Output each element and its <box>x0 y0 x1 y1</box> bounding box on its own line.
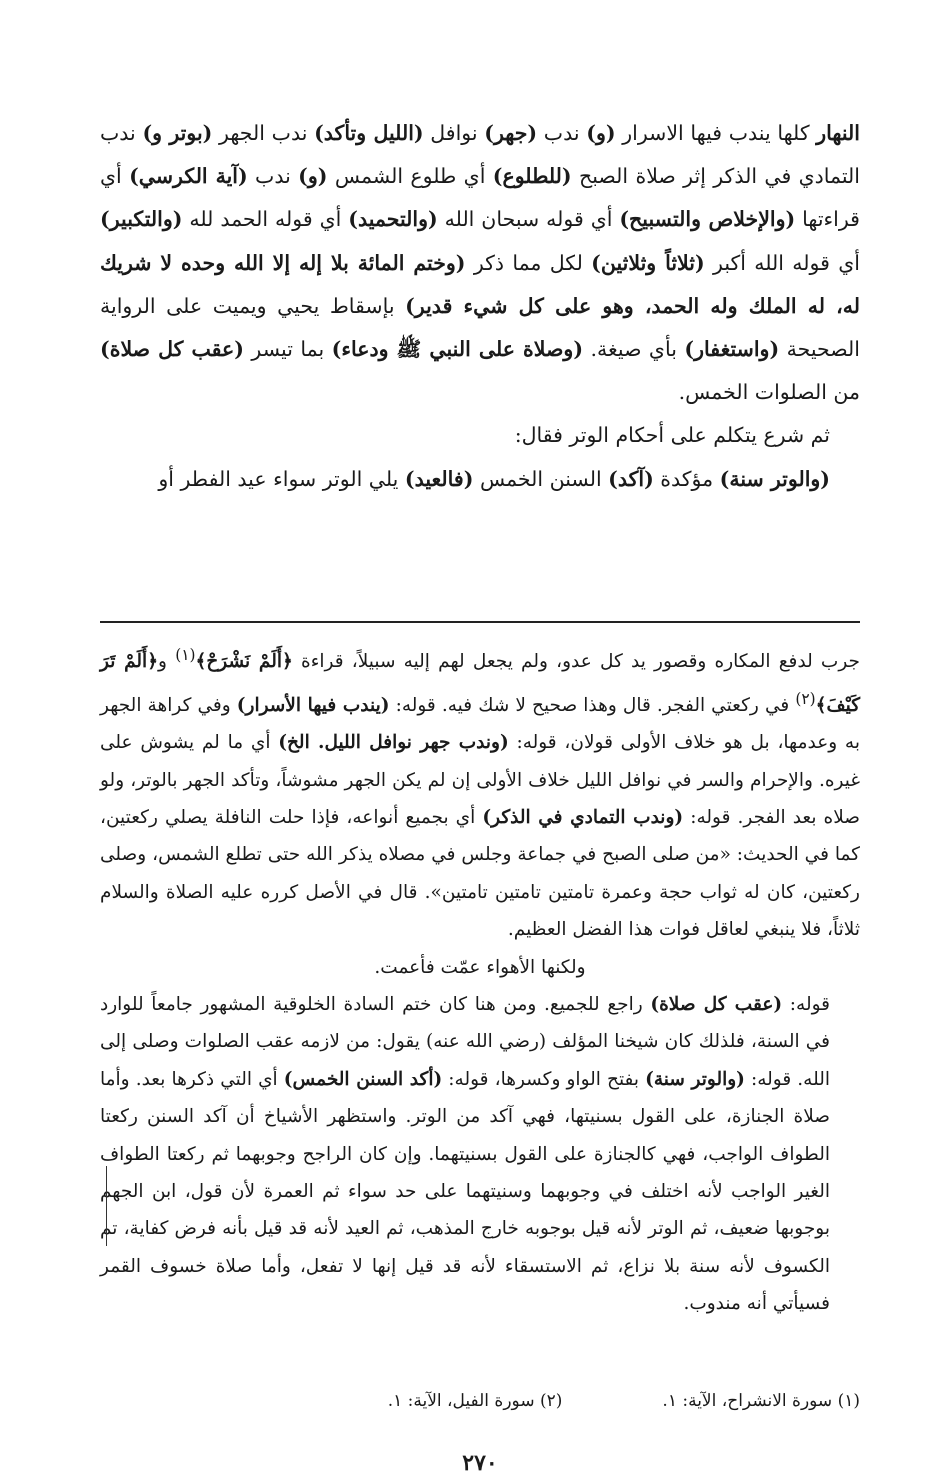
margin-mark <box>106 1166 107 1246</box>
text-run: السنن الخمس <box>473 466 609 491</box>
bold-term: (عقب كل صلاة) <box>650 993 783 1015</box>
bold-term: (أكد السنن الخمس) <box>283 1068 443 1090</box>
text-run: بإسقاط يحيي ويميت على الرواية الصحيحة <box>100 293 860 362</box>
page-number: ٢٧٠ <box>462 1450 498 1476</box>
text-run: أي التي ذكرها بعد. وأما صلاة الجنازة، على القول بسنيتها، فهي آكد من الوتر. واستظهر الأشياخ أن آكد السنن ركعتا الطواف الواجب، فهي كالجنازة على القول بسنيتهما. وإن كان الراجح وجوبهما ثم ركعتا الطواف الغير الواجب لأنه اختلف في وجوبهما وسنيتهما على حد سواء ثم العمرة لأن قول، ابن الجهم بوجوبها ضعيف، ثم الوتر لأنه قيل بوجوبه خارج المذهب، ثم العيد لأنه قد قيل بأنه فرض كفاية، تم الكسوف لأنه سنة بلا نزاع، ثم الاستسقاء لأنه قد قيل إنها لا تفعل، وأما صلاة خسوف القمر فسيأتي أنه مندوب. <box>100 1068 830 1315</box>
footnote-1: (١) سورة الانشراح، الآية: ١. <box>662 1391 860 1411</box>
text-run: ندب <box>537 121 587 145</box>
bold-term: (للطلوع) <box>492 164 572 189</box>
bold-term: (وندب التمادي في الذكر) <box>482 806 684 828</box>
bold-term: (جهر) <box>484 121 538 145</box>
separator-rule <box>100 621 860 623</box>
text-run: بأي صيغة. <box>583 337 685 362</box>
text-run: مؤكدة <box>653 466 720 491</box>
main-paragraph-1 <box>100 112 860 414</box>
text-run: ندب <box>247 164 299 189</box>
bold-term: (واستغفار) <box>684 337 780 362</box>
text-run: ندب الجهر <box>212 121 315 145</box>
bold-term: (بوتر و) <box>142 121 213 145</box>
text-run: أي قوله الحمد لله <box>182 207 349 232</box>
bold-term: (آية الكرسي) <box>129 164 248 189</box>
bold-term: (وصلاة على النبي ﷺ ودعاء) <box>331 337 584 362</box>
text-run: وفي كراهة الجهر به وعدمها، بل هو خلاف الأولى قولان، قوله: <box>100 694 860 754</box>
bold-term: (والإخلاص والتسبيح) <box>619 207 796 232</box>
text-run: كلها يندب فيها الاسرار <box>615 121 817 145</box>
text-run: في ركعتي الفجر. قال وهذا صحيح لا شك فيه. قوله: <box>389 694 796 716</box>
footnotes <box>100 1386 860 1416</box>
text-run: راجع للجميع. ومن هنا كان ختم السادة الخلوقية المشهور جامعاً للوارد في السنة، فلذلك كان شيخنا المؤلف (رضي الله عنه) يقول: من لازمه عقب الصلوات وصلى إلى الله. قوله: <box>100 993 830 1090</box>
text-run: أي قوله الله أكبر <box>704 250 860 275</box>
bold-term: (والتكبير) <box>100 207 183 232</box>
footnote-2: (٢) سورة الفيل، الآية: ١. <box>387 1391 563 1411</box>
text-run: بما تيسر <box>243 337 332 362</box>
commentary-paragraph-2 <box>100 986 860 1323</box>
bold-term: (والوتر سنة) <box>645 1068 745 1090</box>
quran-quote: ﴿أَلَمْ نَشْرَحْ﴾ <box>195 651 293 673</box>
text-run: أي قوله سبحان الله <box>437 207 620 232</box>
text-run: ندب التمادي في الذكر إثر صلاة الصبح <box>100 121 861 189</box>
text-run: يلي الوتر سواء عيد الفطر أو <box>158 466 405 491</box>
text-run: أي طلوع الشمس <box>327 164 493 189</box>
main-paragraph-3 <box>100 458 860 501</box>
bold-term: (و) <box>586 121 616 145</box>
text-run: أي ما لم يشوش على غيره. والإحرام والسر في نوافل الليل خلاف الأولى إن لم يكن الجهر مشوشاً، وتأكد الجهر بالوتر، ولو صلاه بعد الفجر. قوله: <box>100 732 860 828</box>
text-run: نوافل <box>423 121 485 145</box>
text-run: و <box>158 651 176 673</box>
main-paragraph-2: ثم شرع يتكلم على أحكام الوتر فقال: <box>514 423 830 448</box>
bold-term: (ثلاثاً وثلاثين) <box>591 250 705 275</box>
text-run: قوله: <box>782 993 830 1015</box>
commentary-section <box>100 637 860 1323</box>
bold-term: (عقب كل صلاة) <box>100 337 244 362</box>
text-run: بفتح الواو وكسرها، قوله: <box>442 1068 646 1090</box>
bold-term: (وندب جهر نوافل الليل. الخ) <box>278 732 509 754</box>
commentary-paragraph-1 <box>100 637 860 949</box>
bold-term: (والتحميد) <box>348 207 438 232</box>
bold-term: (يندب فيها الأسرار) <box>236 694 390 716</box>
bold-term: (فالعيد) <box>404 466 474 491</box>
bold-term: (الليل وتأكد) <box>314 121 424 145</box>
book-page <box>100 112 861 1476</box>
verse-line: ولكنها الأهواء عمّت فأعمت. <box>374 956 586 978</box>
footnote-ref: (١) <box>175 646 196 664</box>
bold-term: (آكد) <box>608 466 654 491</box>
footnote-ref: (٢) <box>795 689 816 708</box>
bold-term: (والوتر سنة) <box>719 466 830 491</box>
text-run: لكل مما ذكر <box>465 250 592 275</box>
bold-term: (و) <box>298 164 328 189</box>
quran-quote: ﴿أَلَمْ تَرَ كَيْفَ﴾ <box>100 651 861 716</box>
text-run: أي قراءتها <box>100 164 860 232</box>
text-run: جرب لدفع المكاره وقصور يد كل عدو، ولم يجعل لهم إليه سبيلاً، قراءة <box>292 651 860 673</box>
bold-term: النهار <box>816 121 861 145</box>
bold-term: (وختم المائة بلا إله إلا الله وحده لا شريك له، له الملك وله الحمد، وهو على كل شيء قدير) <box>100 250 860 318</box>
text-run: أي بجميع أنواعه، فإذا حلت النافلة يصلي ركعتين، كما في الحديث: «من صلى الصبح في جماعة وجلس في مصلاه يذكر الله حتى تطلع الشمس، وصلى ركعتين، كان له ثواب حجة وعمرة تامتين تامتين تامتين». قال في الأصل كرره عليه الصلاة والسلام ثلاثاً، فلا ينبغي لعاقل فوات هذا الفضل العظيم. <box>100 806 860 941</box>
text-run: من الصلوات الخمس. <box>678 380 860 405</box>
